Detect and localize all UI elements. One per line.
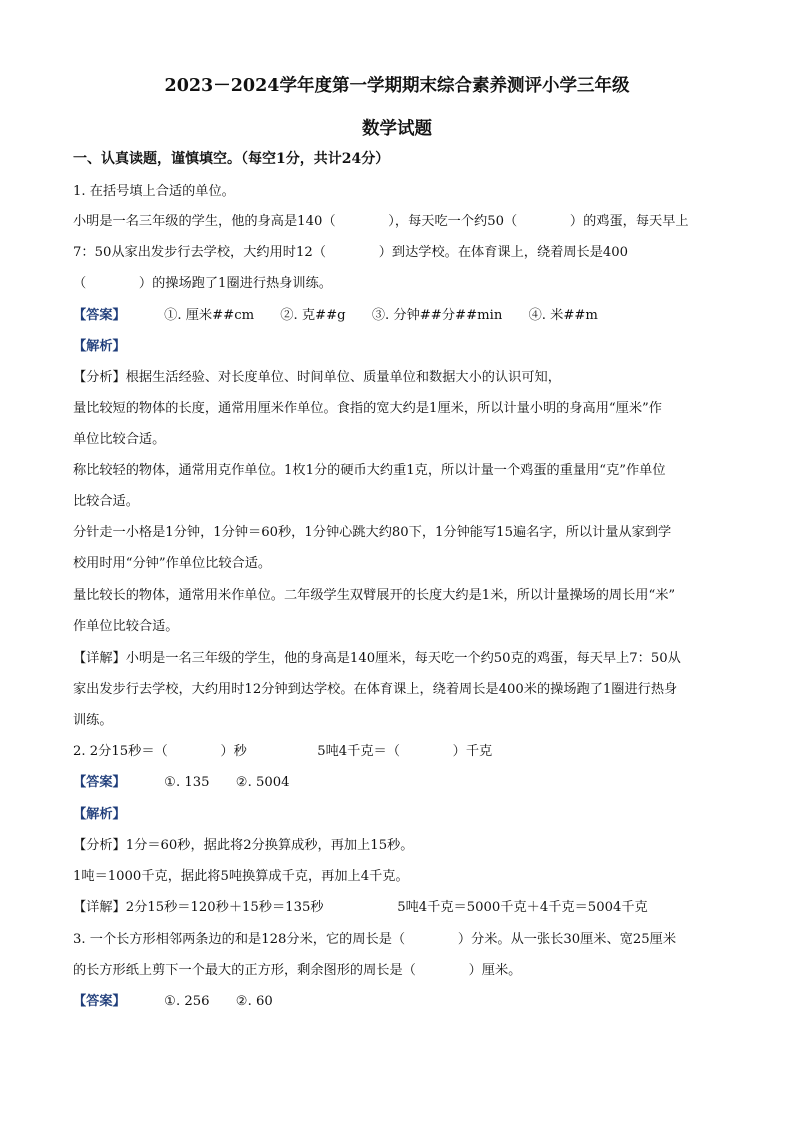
detail-line: 【详解】小明是一名三年级的学生，他的身高是140厘米，每天吃一个约50克的鸡蛋，每天早上7：50从	[73, 651, 681, 666]
answer-option: ①. 135	[164, 775, 210, 790]
analysis-line: 【分析】根据生活经验、对长度单位、时间单位、质量单位和数据大小的认识可知，	[73, 370, 561, 385]
q1-text-line: 小明是一名三年级的学生，他的身高是140（ ），每天吃一个约50（ ）的鸡蛋，每天早上	[73, 214, 689, 229]
q1-text-line: （ ）的操场跑了1圈进行热身训练。	[73, 276, 332, 291]
analysis-line: 量比较短的物体的长度，通常用厘米作单位。食指的宽大约是1厘米，所以计量小明的身高用“厘米”作	[73, 401, 662, 416]
q3-text-line: 3. 一个长方形相邻两条边的和是128分米，它的周长是（ ）分米。从一张长30厘米、宽25厘米	[73, 932, 677, 947]
document-subtitle: 数学试题	[362, 119, 432, 139]
q2-answer-row	[73, 773, 733, 793]
analysis-line: 称比较轻的物体，通常用克作单位。1枚1分的硬币大约重1克，所以计量一个鸡蛋的重量用“克”作单位	[73, 463, 666, 478]
section-heading: 一、认真读题，谨慎填空。（每空1分，共计24分）	[73, 151, 390, 167]
analysis-tag: 【解析】	[73, 339, 126, 354]
detail-part: 【详解】2分15秒＝120秒＋15秒＝135秒	[73, 900, 324, 915]
q2-stem-row	[73, 742, 733, 762]
detail-part: 5吨4千克＝5000千克＋4千克＝5004千克	[397, 900, 648, 915]
answer-option: ④. 米##m	[528, 308, 598, 323]
answer-option: ②. 60	[235, 994, 273, 1009]
analysis-line: 单位比较合适。	[73, 432, 166, 447]
document-title: 2023－2024学年度第一学期期末综合素养测评小学三年级	[164, 76, 630, 96]
analysis-line: 校用时用“分钟”作单位比较合适。	[73, 556, 272, 571]
analysis-tag: 【解析】	[73, 807, 126, 822]
q3-text-line: 的长方形纸上剪下一个最大的正方形，剩余图形的周长是（ ）厘米。	[73, 963, 522, 978]
analysis-line: 1吨＝1000千克，据此将5吨换算成千克，再加上4千克。	[73, 869, 409, 884]
q2-stem-a: 2. 2分15秒＝（ ）秒	[73, 744, 247, 759]
q1-text-line: 7：50从家出发步行去学校，大约用时12（ ）到达学校。在体育课上，绕着周长是400	[73, 245, 629, 260]
analysis-line: 比较合适。	[73, 494, 139, 509]
q2-stem-b: 5吨4千克＝（ ）千克	[317, 744, 493, 759]
answer-tag: 【答案】	[73, 775, 126, 790]
answer-tag: 【答案】	[73, 994, 126, 1009]
analysis-line: 分针走一小格是1分钟，1分钟＝60秒，1分钟心跳大约80下，1分钟能写15遍名字，所以计量从家到学	[73, 525, 672, 540]
q1-answer-row	[73, 306, 733, 326]
analysis-line: 【分析】1分＝60秒，据此将2分换算成秒，再加上15秒。	[73, 838, 414, 853]
detail-line: 训练。	[73, 713, 113, 728]
answer-option: ①. 厘米##cm	[164, 308, 255, 323]
detail-line: 家出发步行去学校，大约用时12分钟到达学校。在体育课上，绕着周长是400米的操场跑了1圈进行热身	[73, 682, 678, 697]
answer-option: ②. 5004	[235, 775, 290, 790]
q3-answer-row	[73, 992, 733, 1012]
answer-option: ②. 克##g	[280, 308, 346, 323]
analysis-line: 作单位比较合适。	[73, 619, 179, 634]
answer-option: ①. 256	[164, 994, 210, 1009]
detail-row	[73, 898, 733, 918]
answer-tag: 【答案】	[73, 308, 126, 323]
answer-option: ③. 分钟##分##min	[371, 308, 503, 323]
q1-stem: 1. 在括号填上合适的单位。	[73, 184, 235, 199]
analysis-line: 量比较长的物体，通常用米作单位。二年级学生双臂展开的长度大约是1米，所以计量操场的周长用“米”	[73, 588, 676, 603]
